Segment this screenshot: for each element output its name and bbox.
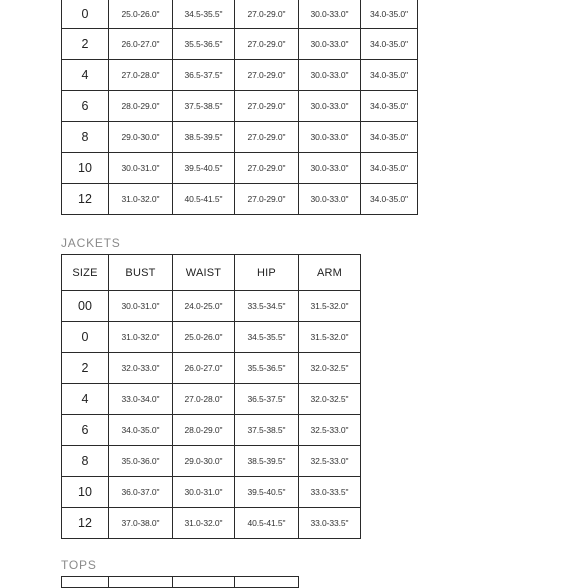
measurement-cell: 31.0-32.0": [109, 322, 173, 353]
measurement-cell: 29.0-30.0": [173, 446, 235, 477]
table-row: [62, 91, 418, 122]
measurement-cell: 30.0-33.0": [299, 122, 361, 153]
measurement-cell: 27.0-29.0": [235, 0, 299, 29]
measurement-cell: 30.0-31.0": [173, 477, 235, 508]
size-cell: 2: [62, 29, 109, 60]
measurement-cell: 27.0-29.0": [235, 91, 299, 122]
measurement-cell: 35.5-36.5": [235, 353, 299, 384]
header-bust: BUST: [109, 255, 173, 291]
measurement-cell: 38.5-39.5": [173, 122, 235, 153]
header-waist: WAIST: [173, 255, 235, 291]
measurement-cell: 28.0-29.0": [109, 91, 173, 122]
table-cell: [62, 577, 109, 588]
size-cell: 0: [62, 322, 109, 353]
measurement-cell: 31.0-32.0": [173, 508, 235, 539]
measurement-cell: 33.0-33.5": [299, 508, 361, 539]
size-cell: 0: [62, 0, 109, 29]
size-cell: 6: [62, 91, 109, 122]
size-cell: 10: [62, 477, 109, 508]
measurement-cell: 36.5-37.5": [173, 60, 235, 91]
measurement-cell: 32.0-32.5": [299, 384, 361, 415]
measurement-cell: 35.5-36.5": [173, 29, 235, 60]
measurement-cell: 31.5-32.0": [299, 291, 361, 322]
measurement-cell: 36.0-37.0": [109, 477, 173, 508]
pants-size-table: [61, 0, 418, 215]
measurement-cell: 27.0-29.0": [235, 122, 299, 153]
measurement-cell: 25.0-26.0": [109, 0, 173, 29]
tops-size-table: [61, 576, 299, 588]
measurement-cell: 34.0-35.0": [361, 60, 418, 91]
size-cell: 2: [62, 353, 109, 384]
size-cell: 4: [62, 60, 109, 91]
measurement-cell: 39.5-40.5": [235, 477, 299, 508]
measurement-cell: 27.0-29.0": [235, 153, 299, 184]
measurement-cell: 40.5-41.5": [173, 184, 235, 215]
table-cell: [173, 577, 235, 588]
header-size: SIZE: [62, 255, 109, 291]
tops-section-title: TOPS: [61, 558, 97, 572]
measurement-cell: 34.5-35.5": [235, 322, 299, 353]
measurement-cell: 27.0-29.0": [235, 60, 299, 91]
measurement-cell: 30.0-33.0": [299, 184, 361, 215]
measurement-cell: 30.0-33.0": [299, 29, 361, 60]
measurement-cell: 30.0-31.0": [109, 291, 173, 322]
measurement-cell: 34.5-35.5": [173, 0, 235, 29]
size-cell: 12: [62, 508, 109, 539]
measurement-cell: 40.5-41.5": [235, 508, 299, 539]
measurement-cell: 30.0-33.0": [299, 60, 361, 91]
measurement-cell: 25.0-26.0": [173, 322, 235, 353]
table-row: [62, 415, 361, 446]
jackets-section-title: JACKETS: [61, 236, 121, 250]
measurement-cell: 31.0-32.0": [109, 184, 173, 215]
table-row: [62, 153, 418, 184]
table-cell: [235, 577, 299, 588]
measurement-cell: 27.0-29.0": [235, 29, 299, 60]
measurement-cell: 27.0-29.0": [235, 184, 299, 215]
table-row: [62, 60, 418, 91]
header-arm: ARM: [299, 255, 361, 291]
measurement-cell: 32.0-32.5": [299, 353, 361, 384]
measurement-cell: 33.0-34.0": [109, 384, 173, 415]
table-row: [62, 477, 361, 508]
tops-header-row: [62, 577, 299, 588]
measurement-cell: 32.5-33.0": [299, 415, 361, 446]
measurement-cell: 33.0-33.5": [299, 477, 361, 508]
size-cell: 8: [62, 122, 109, 153]
measurement-cell: 33.5-34.5": [235, 291, 299, 322]
measurement-cell: 26.0-27.0": [109, 29, 173, 60]
measurement-cell: 27.0-28.0": [173, 384, 235, 415]
table-row: [62, 446, 361, 477]
measurement-cell: 30.0-33.0": [299, 0, 361, 29]
measurement-cell: 34.0-35.0": [361, 184, 418, 215]
measurement-cell: 35.0-36.0": [109, 446, 173, 477]
measurement-cell: 34.0-35.0": [361, 91, 418, 122]
measurement-cell: 27.0-28.0": [109, 60, 173, 91]
size-cell: 4: [62, 384, 109, 415]
header-hip: HIP: [235, 255, 299, 291]
table-row: [62, 29, 418, 60]
measurement-cell: 37.0-38.0": [109, 508, 173, 539]
table-row: [62, 353, 361, 384]
measurement-cell: 29.0-30.0": [109, 122, 173, 153]
jackets-size-table: [61, 254, 361, 539]
measurement-cell: 24.0-25.0": [173, 291, 235, 322]
size-cell: 8: [62, 446, 109, 477]
measurement-cell: 37.5-38.5": [235, 415, 299, 446]
measurement-cell: 36.5-37.5": [235, 384, 299, 415]
measurement-cell: 30.0-33.0": [299, 153, 361, 184]
measurement-cell: 38.5-39.5": [235, 446, 299, 477]
table-row: [62, 322, 361, 353]
size-cell: 10: [62, 153, 109, 184]
measurement-cell: 37.5-38.5": [173, 91, 235, 122]
measurement-cell: 31.5-32.0": [299, 322, 361, 353]
table-row: [62, 508, 361, 539]
table-row: [62, 184, 418, 215]
size-cell: 00: [62, 291, 109, 322]
measurement-cell: 30.0-31.0": [109, 153, 173, 184]
measurement-cell: 30.0-33.0": [299, 91, 361, 122]
table-row: [62, 384, 361, 415]
measurement-cell: 34.0-35.0": [361, 0, 418, 29]
measurement-cell: 34.0-35.0": [361, 29, 418, 60]
jackets-header-row: [62, 255, 361, 291]
measurement-cell: 39.5-40.5": [173, 153, 235, 184]
measurement-cell: 34.0-35.0": [361, 122, 418, 153]
measurement-cell: 32.0-33.0": [109, 353, 173, 384]
measurement-cell: 32.5-33.0": [299, 446, 361, 477]
size-cell: 6: [62, 415, 109, 446]
table-row: [62, 122, 418, 153]
table-row: [62, 291, 361, 322]
measurement-cell: 26.0-27.0": [173, 353, 235, 384]
size-cell: 12: [62, 184, 109, 215]
measurement-cell: 34.0-35.0": [361, 153, 418, 184]
measurement-cell: 34.0-35.0": [109, 415, 173, 446]
table-cell: [109, 577, 173, 588]
table-row: [62, 0, 418, 29]
measurement-cell: 28.0-29.0": [173, 415, 235, 446]
